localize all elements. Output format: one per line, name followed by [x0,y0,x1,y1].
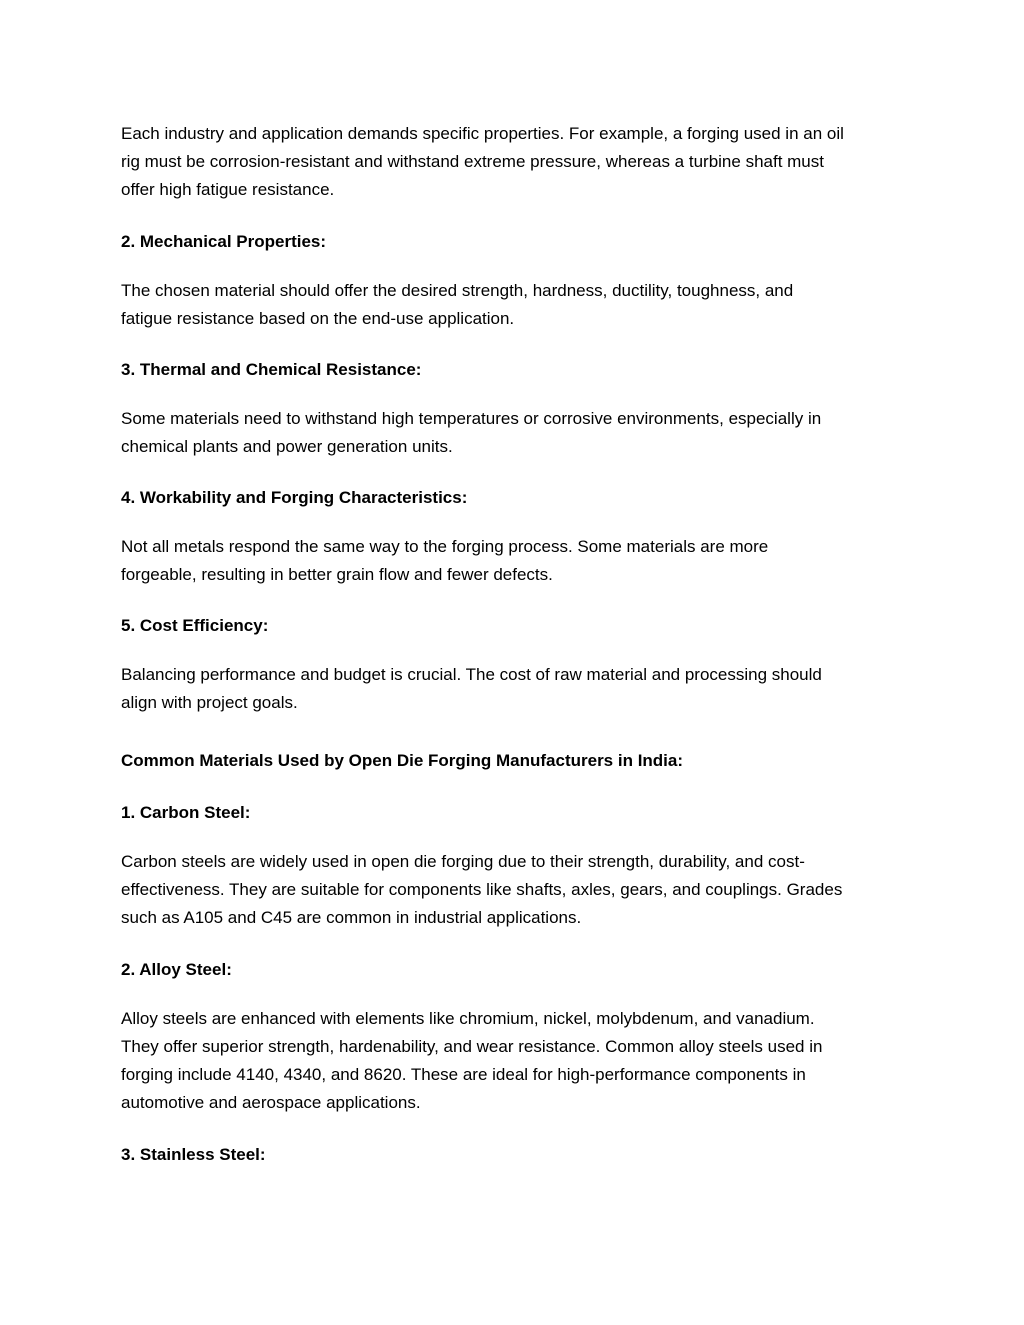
paragraph-workability [121,533,911,589]
text-line: The chosen material should offer the desired strength, hardness, ductility, toughness, and [121,281,794,300]
text-line: Carbon steels are widely used in open die forging due to their strength, durability, and cost- [121,852,805,871]
text-line: Not all metals respond the same way to the forging process. Some materials are more [121,537,769,556]
heading-workability: 4. Workability and Forging Characteristics: [121,488,468,507]
heading-cost-efficiency: 5. Cost Efficiency: [121,616,269,635]
paragraph-cost-efficiency [121,661,911,717]
text-line: effectiveness. They are suitable for components like shafts, axles, gears, and couplings. Grades [121,880,843,899]
heading-thermal-chemical-resistance: 3. Thermal and Chemical Resistance: [121,360,422,379]
heading-stainless-steel: 3. Stainless Steel: [121,1145,266,1164]
document-page [121,120,911,1169]
text-line: automotive and aerospace applications. [121,1093,421,1112]
paragraph-carbon-steel [121,848,911,932]
heading-carbon-steel: 1. Carbon Steel: [121,803,251,822]
heading-common-materials: Common Materials Used by Open Die Forging Manufacturers in India: [121,751,684,770]
text-line: fatigue resistance based on the end-use application. [121,309,515,328]
text-line: Alloy steels are enhanced with elements like chromium, nickel, molybdenum, and vanadium. [121,1009,815,1028]
text-line: chemical plants and power generation units. [121,437,453,456]
text-line: Balancing performance and budget is crucial. The cost of raw material and processing should [121,665,822,684]
text-line: They offer superior strength, hardenability, and wear resistance. Common alloy steels used in [121,1037,823,1056]
text-line: Each industry and application demands specific properties. For example, a forging used in an oil [121,124,844,143]
paragraph-alloy-steel [121,1005,911,1117]
paragraph-thermal-chemical-resistance [121,405,911,461]
text-line: align with project goals. [121,693,298,712]
heading-alloy-steel: 2. Alloy Steel: [121,960,232,979]
heading-mechanical-properties: 2. Mechanical Properties: [121,232,327,251]
text-line: such as A105 and C45 are common in industrial applications. [121,908,582,927]
paragraph-industry-demands [121,120,911,204]
text-line: forging include 4140, 4340, and 8620. These are ideal for high-performance components in [121,1065,806,1084]
text-line: offer high fatigue resistance. [121,180,335,199]
text-line: Some materials need to withstand high temperatures or corrosive environments, especially in [121,409,822,428]
text-line: forgeable, resulting in better grain flow and fewer defects. [121,565,553,584]
text-line: rig must be corrosion-resistant and withstand extreme pressure, whereas a turbine shaft must [121,152,824,171]
paragraph-mechanical-properties [121,277,911,333]
